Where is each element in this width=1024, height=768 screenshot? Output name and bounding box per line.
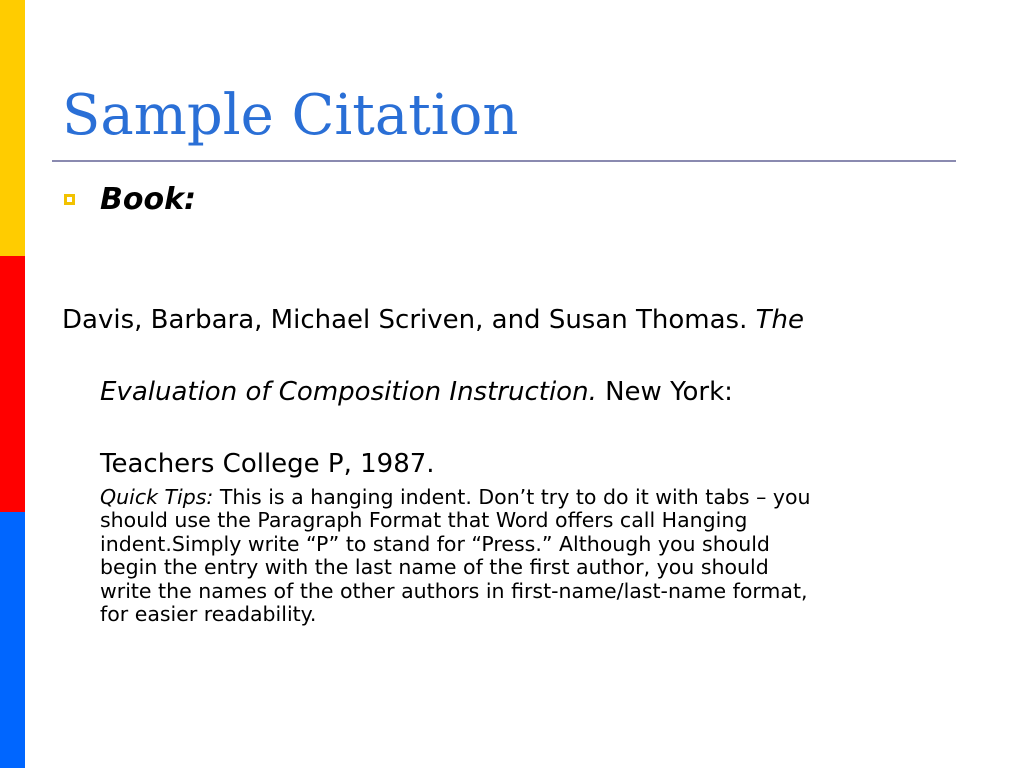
citation-title-end: Evaluation of Composition Instruction. [100, 377, 597, 407]
tips-line [100, 486, 960, 509]
citation-publisher-city: New York: [596, 377, 733, 407]
tips-label: Quick Tips: [100, 485, 214, 509]
hollow-square-bullet-icon [64, 194, 75, 205]
citation-title-start: The [755, 305, 804, 335]
tips-text: This is a hanging indent. Don’t try to do it with tabs – you [213, 485, 811, 509]
citation-authors: Davis, Barbara, Michael Scriven, and Susan Thomas. [62, 305, 756, 335]
slide-title: Sample Citation [62, 83, 519, 148]
tips-line: for easier readability. [100, 602, 317, 627]
decorative-stripe-blue [0, 512, 25, 768]
decorative-stripe-red [0, 256, 25, 512]
title-divider [52, 160, 956, 162]
citation-publisher-year: Teachers College P, 1987. [100, 449, 435, 479]
quick-tips [100, 486, 960, 626]
bullet-label: Book: [100, 182, 197, 217]
tips-line: write the names of the other authors in first-name/last-name format, [100, 578, 808, 603]
tips-line: begin the entry with the last name of the first author, you should [100, 555, 769, 580]
sample-citation [62, 284, 952, 500]
citation-line-2 [62, 356, 952, 428]
tips-line: indent.Simply write “P” to stand for “Press.” Although you should [100, 531, 770, 556]
citation-line-1 [62, 284, 952, 356]
decorative-stripe-yellow [0, 0, 25, 256]
tips-line: should use the Paragraph Format that Word offers call Hanging [100, 508, 748, 533]
